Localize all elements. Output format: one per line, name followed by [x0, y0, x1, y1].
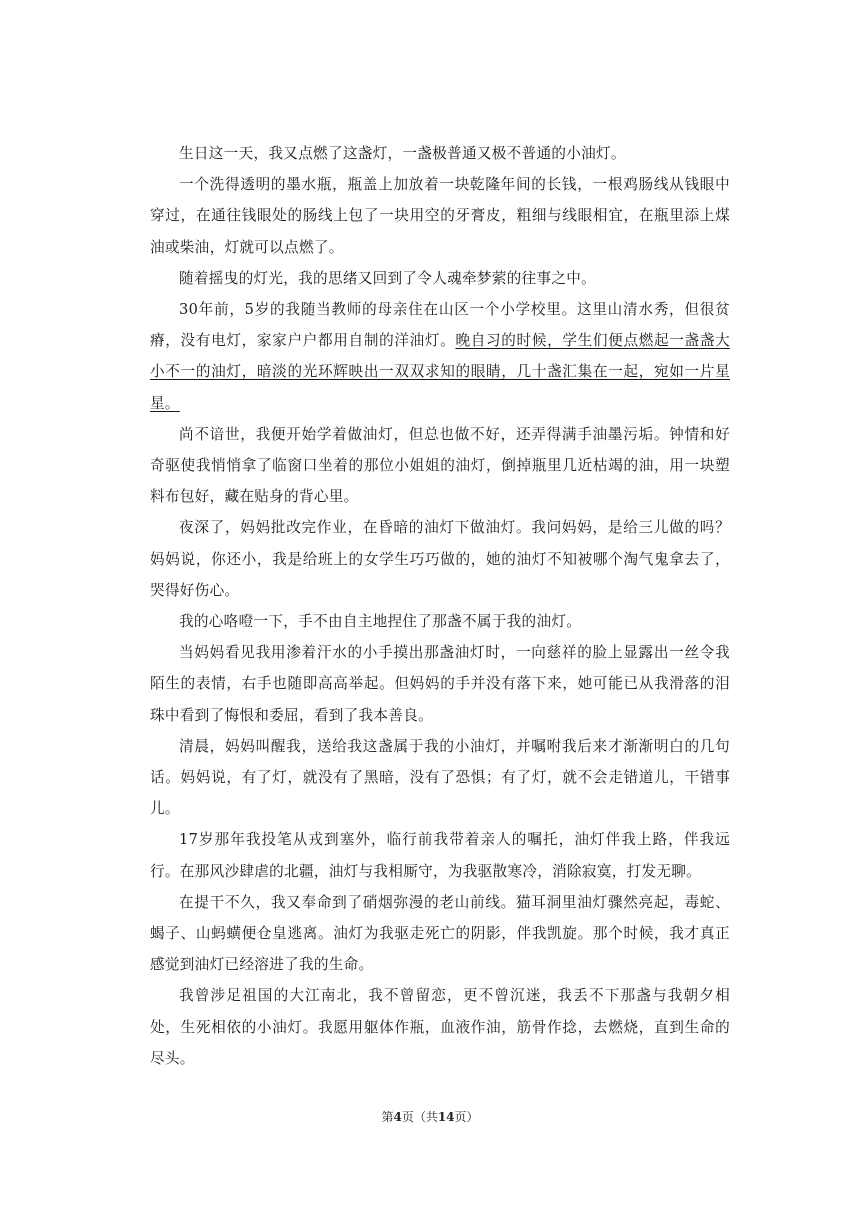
page-footer [0, 1109, 860, 1125]
paragraph-1: 生日这一天，我又点燃了这盏灯，一盏极普通又极不普通的小油灯。 [179, 145, 626, 162]
footer-middle: 页（共 [401, 1110, 438, 1124]
paragraph-5: 尚不谙世，我便开始学着做油灯，但总也做不好，还弄得满手油墨污垢。钟情和好奇驱使我悄悄拿了临窗口坐着的那位小姐姐的油灯，倒掉瓶里几近枯竭的油，用一块塑料布包好，藏在贴身的背心里。 [150, 425, 730, 506]
footer-prefix: 第 [381, 1110, 394, 1124]
paragraph-11: 在提干不久，我又奉命到了硝烟弥漫的老山前线。猫耳洞里油灯骤然亮起，毒蛇、蝎子、山蚂蟥便仓皇逃离。油灯为我驱走死亡的阴影，伴我凯旋。那个时候，我才真正感觉到油灯已经溶进了我的生命。 [150, 893, 730, 974]
paragraph-3: 随着摇曳的灯光，我的思绪又回到了令人魂牵梦萦的往事之中。 [179, 269, 597, 287]
paragraph-4-text: 30年前，5岁的我随当教师的母亲住在山区一个小学校里。这里山清水秀，但很贫瘠，没有电灯，家家户户都用自制的洋油灯。 [150, 301, 730, 350]
paragraph-2: 一个洗得透明的墨水瓶，瓶盖上加放着一块乾隆年间的长钱，一根鸡肠线从钱眼中穿过，在通往钱眼处的肠线上包了一块用空的牙膏皮，粗细与线眼相宜，在瓶里添上煤油或柴油，灯就可以点燃了。 [150, 176, 730, 256]
paragraph-8: 当妈妈看见我用渗着汗水的小手摸出那盏油灯时，一向慈祥的脸上显露出一丝令我陌生的表情，右手也随即高高举起。但妈妈的手并没有落下来，她可能已从我滑落的泪珠中看到了悔恨和委屈，看到了我本善良。 [150, 644, 730, 724]
paragraph-7: 我的心咯噔一下，手不由自主地捏住了那盏不属于我的油灯。 [179, 613, 582, 631]
paragraph-6: 夜深了，妈妈批改完作业，在昏暗的油灯下做油灯。我问妈妈，是给三儿做的吗？妈妈说，你还小，我是给班上的女学生巧巧做的，她的油灯不知被哪个淘气鬼拿去了，哭得好伤心。 [150, 519, 730, 599]
paragraph-4 [150, 294, 730, 419]
footer-suffix: 页） [454, 1110, 479, 1124]
paragraph-12: 我曾涉足祖国的大江南北，我不曾留恋，更不曾沉迷，我丢不下那盏与我朝夕相处，生死相依的小油灯。我愿用躯体作瓶，血液作油，筋骨作捻，去燃烧，直到生命的尽头。 [150, 987, 730, 1067]
underlined-passage: 晚自习的时候，学生们便点燃起一盏盏大小不一的油灯，暗淡的光环辉映出一双双求知的眼睛，几十盏汇集在一起，宛如一片星星。 [150, 332, 730, 412]
paragraph-9: 清晨，妈妈叫醒我，送给我这盏属于我的小油灯，并嘱咐我后来才渐渐明白的几句话。妈妈说，有了灯，就没有了黑暗，没有了恐惧；有了灯，就不会走错道儿，干错事儿。 [150, 737, 730, 818]
paragraph-10: 17岁那年我投笔从戎到塞外，临行前我带着亲人的嘱托，油灯伴我上路，伴我远行。在那风沙肆虐的北疆，油灯与我相厮守，为我驱散寒冷，消除寂寞，打发无聊。 [150, 831, 730, 880]
article-body [150, 138, 730, 1074]
page-number: 4 [393, 1110, 402, 1124]
total-pages: 14 [437, 1110, 455, 1124]
